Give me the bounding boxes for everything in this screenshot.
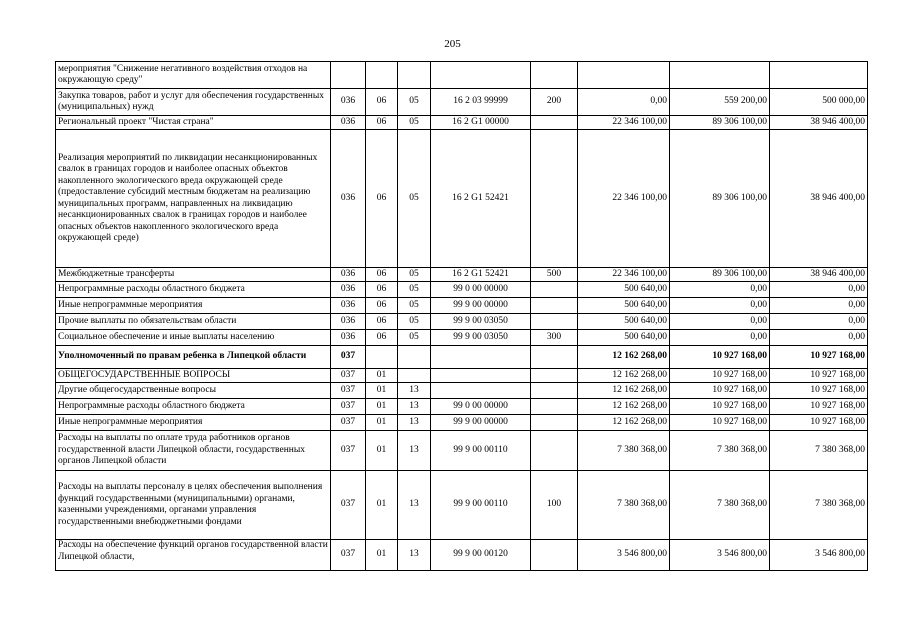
cell-expense-type <box>531 540 578 571</box>
cell-amount-2: 10 927 168,00 <box>670 399 770 415</box>
cell-amount-2: 0,00 <box>670 330 770 346</box>
cell-target-article: 99 0 00 00000 <box>431 282 531 298</box>
cell-target-article: 99 9 00 00000 <box>431 298 531 314</box>
cell-expense-type: 500 <box>531 268 578 282</box>
cell-section-code: 06 <box>366 314 398 330</box>
cell-name: Непрограммные расходы областного бюджета <box>56 282 331 298</box>
cell-expense-type <box>531 298 578 314</box>
cell-subsection-code: 05 <box>398 330 431 346</box>
cell-amount-2: 89 306 100,00 <box>670 116 770 130</box>
cell-name: Уполномоченный по правам ребенка в Липецкой области <box>56 346 331 369</box>
table-row <box>56 330 868 346</box>
cell-amount-3: 38 946 400,00 <box>770 130 868 268</box>
cell-amount-3: 38 946 400,00 <box>770 116 868 130</box>
cell-name: Непрограммные расходы областного бюджета <box>56 399 331 415</box>
cell-amount-3: 10 927 168,00 <box>770 346 868 369</box>
cell-subsection-code <box>398 369 431 383</box>
table-row <box>56 62 868 89</box>
cell-amount-1: 22 346 100,00 <box>578 130 670 268</box>
cell-section-code: 01 <box>366 383 398 399</box>
cell-expense-type: 200 <box>531 89 578 116</box>
cell-amount-1 <box>578 62 670 89</box>
cell-target-article <box>431 346 531 369</box>
table-row <box>56 314 868 330</box>
cell-subsection-code: 05 <box>398 282 431 298</box>
cell-target-article: 99 9 00 00110 <box>431 431 531 471</box>
cell-amount-3: 0,00 <box>770 314 868 330</box>
cell-name: Реализация мероприятий по ликвидации несанкционированных свалок в границах городов и наиболее опасных объектов накопленного экологического вреда окружающей среде (предоставление субсидий местным бюджетам на реализацию муниципальных программ, направленных на ликвидацию несанкционированных свалок в границах городов и наиболее опасных объектов накопленного экологического вреда окружающей среде) <box>56 130 331 268</box>
table-row <box>56 130 868 268</box>
cell-target-article: 16 2 03 99999 <box>431 89 531 116</box>
cell-amount-1: 3 546 800,00 <box>578 540 670 571</box>
cell-section-code: 06 <box>366 330 398 346</box>
cell-name: ОБЩЕГОСУДАРСТВЕННЫЕ ВОПРОСЫ <box>56 369 331 383</box>
table-row <box>56 399 868 415</box>
cell-expense-type <box>531 116 578 130</box>
table-body <box>56 62 868 571</box>
cell-amount-3: 7 380 368,00 <box>770 471 868 540</box>
cell-subsection-code: 13 <box>398 383 431 399</box>
cell-subsection-code: 05 <box>398 130 431 268</box>
cell-amount-1: 500 640,00 <box>578 314 670 330</box>
cell-name: Другие общегосударственные вопросы <box>56 383 331 399</box>
cell-target-article: 16 2 G1 00000 <box>431 116 531 130</box>
cell-name: Иные непрограммные мероприятия <box>56 298 331 314</box>
cell-amount-3: 10 927 168,00 <box>770 383 868 399</box>
cell-amount-2: 3 546 800,00 <box>670 540 770 571</box>
cell-target-article <box>431 369 531 383</box>
cell-target-article: 16 2 G1 52421 <box>431 268 531 282</box>
cell-ministry-code: 036 <box>331 282 366 298</box>
table-row <box>56 431 868 471</box>
cell-amount-1: 7 380 368,00 <box>578 431 670 471</box>
page-number: 205 <box>444 38 461 50</box>
cell-section-code: 06 <box>366 130 398 268</box>
cell-name: Межбюджетные трансферты <box>56 268 331 282</box>
cell-section-code: 01 <box>366 431 398 471</box>
cell-target-article: 16 2 G1 52421 <box>431 130 531 268</box>
cell-amount-2: 0,00 <box>670 282 770 298</box>
table-row <box>56 298 868 314</box>
cell-subsection-code <box>398 346 431 369</box>
cell-subsection-code: 13 <box>398 415 431 431</box>
cell-amount-3: 0,00 <box>770 330 868 346</box>
cell-ministry-code: 037 <box>331 471 366 540</box>
cell-ministry-code: 036 <box>331 89 366 116</box>
cell-amount-3: 500 000,00 <box>770 89 868 116</box>
cell-ministry-code <box>331 62 366 89</box>
cell-amount-1: 12 162 268,00 <box>578 383 670 399</box>
cell-subsection-code: 13 <box>398 540 431 571</box>
cell-subsection-code: 13 <box>398 431 431 471</box>
cell-amount-1: 22 346 100,00 <box>578 268 670 282</box>
cell-amount-2: 89 306 100,00 <box>670 268 770 282</box>
cell-amount-3 <box>770 62 868 89</box>
cell-section-code: 06 <box>366 89 398 116</box>
cell-section-code: 06 <box>366 116 398 130</box>
cell-amount-3: 10 927 168,00 <box>770 399 868 415</box>
cell-expense-type <box>531 346 578 369</box>
cell-amount-2: 10 927 168,00 <box>670 369 770 383</box>
cell-target-article: 99 9 00 03050 <box>431 314 531 330</box>
cell-ministry-code: 037 <box>331 383 366 399</box>
cell-expense-type: 100 <box>531 471 578 540</box>
cell-expense-type <box>531 399 578 415</box>
cell-amount-3: 7 380 368,00 <box>770 431 868 471</box>
cell-amount-1: 12 162 268,00 <box>578 399 670 415</box>
cell-expense-type <box>531 130 578 268</box>
cell-amount-2: 7 380 368,00 <box>670 471 770 540</box>
cell-amount-1: 500 640,00 <box>578 330 670 346</box>
budget-table <box>55 61 868 571</box>
cell-amount-1: 500 640,00 <box>578 282 670 298</box>
cell-amount-1: 500 640,00 <box>578 298 670 314</box>
cell-subsection-code: 05 <box>398 298 431 314</box>
cell-expense-type: 300 <box>531 330 578 346</box>
cell-expense-type <box>531 431 578 471</box>
cell-amount-2: 0,00 <box>670 314 770 330</box>
cell-subsection-code: 05 <box>398 314 431 330</box>
cell-subsection-code: 13 <box>398 471 431 540</box>
cell-name: Прочие выплаты по обязательствам области <box>56 314 331 330</box>
cell-ministry-code: 036 <box>331 130 366 268</box>
cell-subsection-code <box>398 62 431 89</box>
cell-subsection-code: 13 <box>398 399 431 415</box>
cell-expense-type <box>531 415 578 431</box>
cell-ministry-code: 036 <box>331 116 366 130</box>
cell-name: Расходы на выплаты по оплате труда работников органов государственной власти Липецкой области, государственных органов Липецкой области <box>56 431 331 471</box>
cell-section-code: 06 <box>366 282 398 298</box>
cell-expense-type <box>531 369 578 383</box>
cell-amount-3: 38 946 400,00 <box>770 268 868 282</box>
cell-target-article <box>431 383 531 399</box>
cell-section-code: 01 <box>366 471 398 540</box>
cell-section-code: 01 <box>366 399 398 415</box>
cell-subsection-code: 05 <box>398 89 431 116</box>
cell-expense-type <box>531 282 578 298</box>
cell-amount-3: 0,00 <box>770 282 868 298</box>
cell-ministry-code: 036 <box>331 314 366 330</box>
cell-amount-1: 7 380 368,00 <box>578 471 670 540</box>
cell-name: Иные непрограммные мероприятия <box>56 415 331 431</box>
cell-amount-2 <box>670 62 770 89</box>
cell-name: Расходы на обеспечение функций органов государственной власти Липецкой области, <box>56 540 331 571</box>
cell-expense-type <box>531 314 578 330</box>
table-row <box>56 282 868 298</box>
cell-amount-3: 10 927 168,00 <box>770 369 868 383</box>
cell-section-code: 06 <box>366 298 398 314</box>
cell-ministry-code: 037 <box>331 540 366 571</box>
cell-ministry-code: 036 <box>331 330 366 346</box>
cell-target-article: 99 9 00 03050 <box>431 330 531 346</box>
cell-ministry-code: 037 <box>331 431 366 471</box>
table-row <box>56 268 868 282</box>
table-row <box>56 346 868 369</box>
cell-section-code <box>366 62 398 89</box>
cell-amount-1: 22 346 100,00 <box>578 116 670 130</box>
table-row <box>56 471 868 540</box>
cell-name: Закупка товаров, работ и услуг для обеспечения государственных (муниципальных) нужд <box>56 89 331 116</box>
cell-amount-1: 12 162 268,00 <box>578 369 670 383</box>
cell-ministry-code: 037 <box>331 346 366 369</box>
cell-ministry-code: 036 <box>331 298 366 314</box>
cell-ministry-code: 037 <box>331 399 366 415</box>
cell-amount-2: 0,00 <box>670 298 770 314</box>
cell-subsection-code: 05 <box>398 116 431 130</box>
cell-amount-2: 10 927 168,00 <box>670 415 770 431</box>
cell-target-article <box>431 62 531 89</box>
cell-amount-3: 3 546 800,00 <box>770 540 868 571</box>
table-row <box>56 89 868 116</box>
cell-expense-type <box>531 383 578 399</box>
cell-ministry-code: 037 <box>331 415 366 431</box>
cell-ministry-code: 037 <box>331 369 366 383</box>
cell-amount-1: 12 162 268,00 <box>578 415 670 431</box>
cell-amount-2: 10 927 168,00 <box>670 383 770 399</box>
table-row <box>56 415 868 431</box>
table-row <box>56 369 868 383</box>
cell-amount-2: 10 927 168,00 <box>670 346 770 369</box>
cell-amount-2: 89 306 100,00 <box>670 130 770 268</box>
cell-target-article: 99 9 00 00110 <box>431 471 531 540</box>
cell-section-code: 06 <box>366 268 398 282</box>
cell-amount-2: 559 200,00 <box>670 89 770 116</box>
cell-subsection-code: 05 <box>398 268 431 282</box>
table-row <box>56 116 868 130</box>
cell-section-code: 01 <box>366 540 398 571</box>
cell-section-code <box>366 346 398 369</box>
cell-name: Расходы на выплаты персоналу в целях обеспечения выполнения функций государственными (муниципальными) органами, казенными учреждениями, органами управления государственными внебюджетными фондами <box>56 471 331 540</box>
cell-expense-type <box>531 62 578 89</box>
cell-target-article: 99 0 00 00000 <box>431 399 531 415</box>
cell-amount-3: 10 927 168,00 <box>770 415 868 431</box>
table-row <box>56 383 868 399</box>
cell-section-code: 01 <box>366 369 398 383</box>
cell-target-article: 99 9 00 00120 <box>431 540 531 571</box>
cell-name: мероприятия "Снижение негативного воздействия отходов на окружающую среду" <box>56 62 331 89</box>
cell-amount-3: 0,00 <box>770 298 868 314</box>
cell-amount-1: 0,00 <box>578 89 670 116</box>
table-row <box>56 540 868 571</box>
cell-name: Региональный проект "Чистая страна" <box>56 116 331 130</box>
cell-section-code: 01 <box>366 415 398 431</box>
cell-target-article: 99 9 00 00000 <box>431 415 531 431</box>
cell-name: Социальное обеспечение и иные выплаты населению <box>56 330 331 346</box>
cell-ministry-code: 036 <box>331 268 366 282</box>
cell-amount-2: 7 380 368,00 <box>670 431 770 471</box>
cell-amount-1: 12 162 268,00 <box>578 346 670 369</box>
